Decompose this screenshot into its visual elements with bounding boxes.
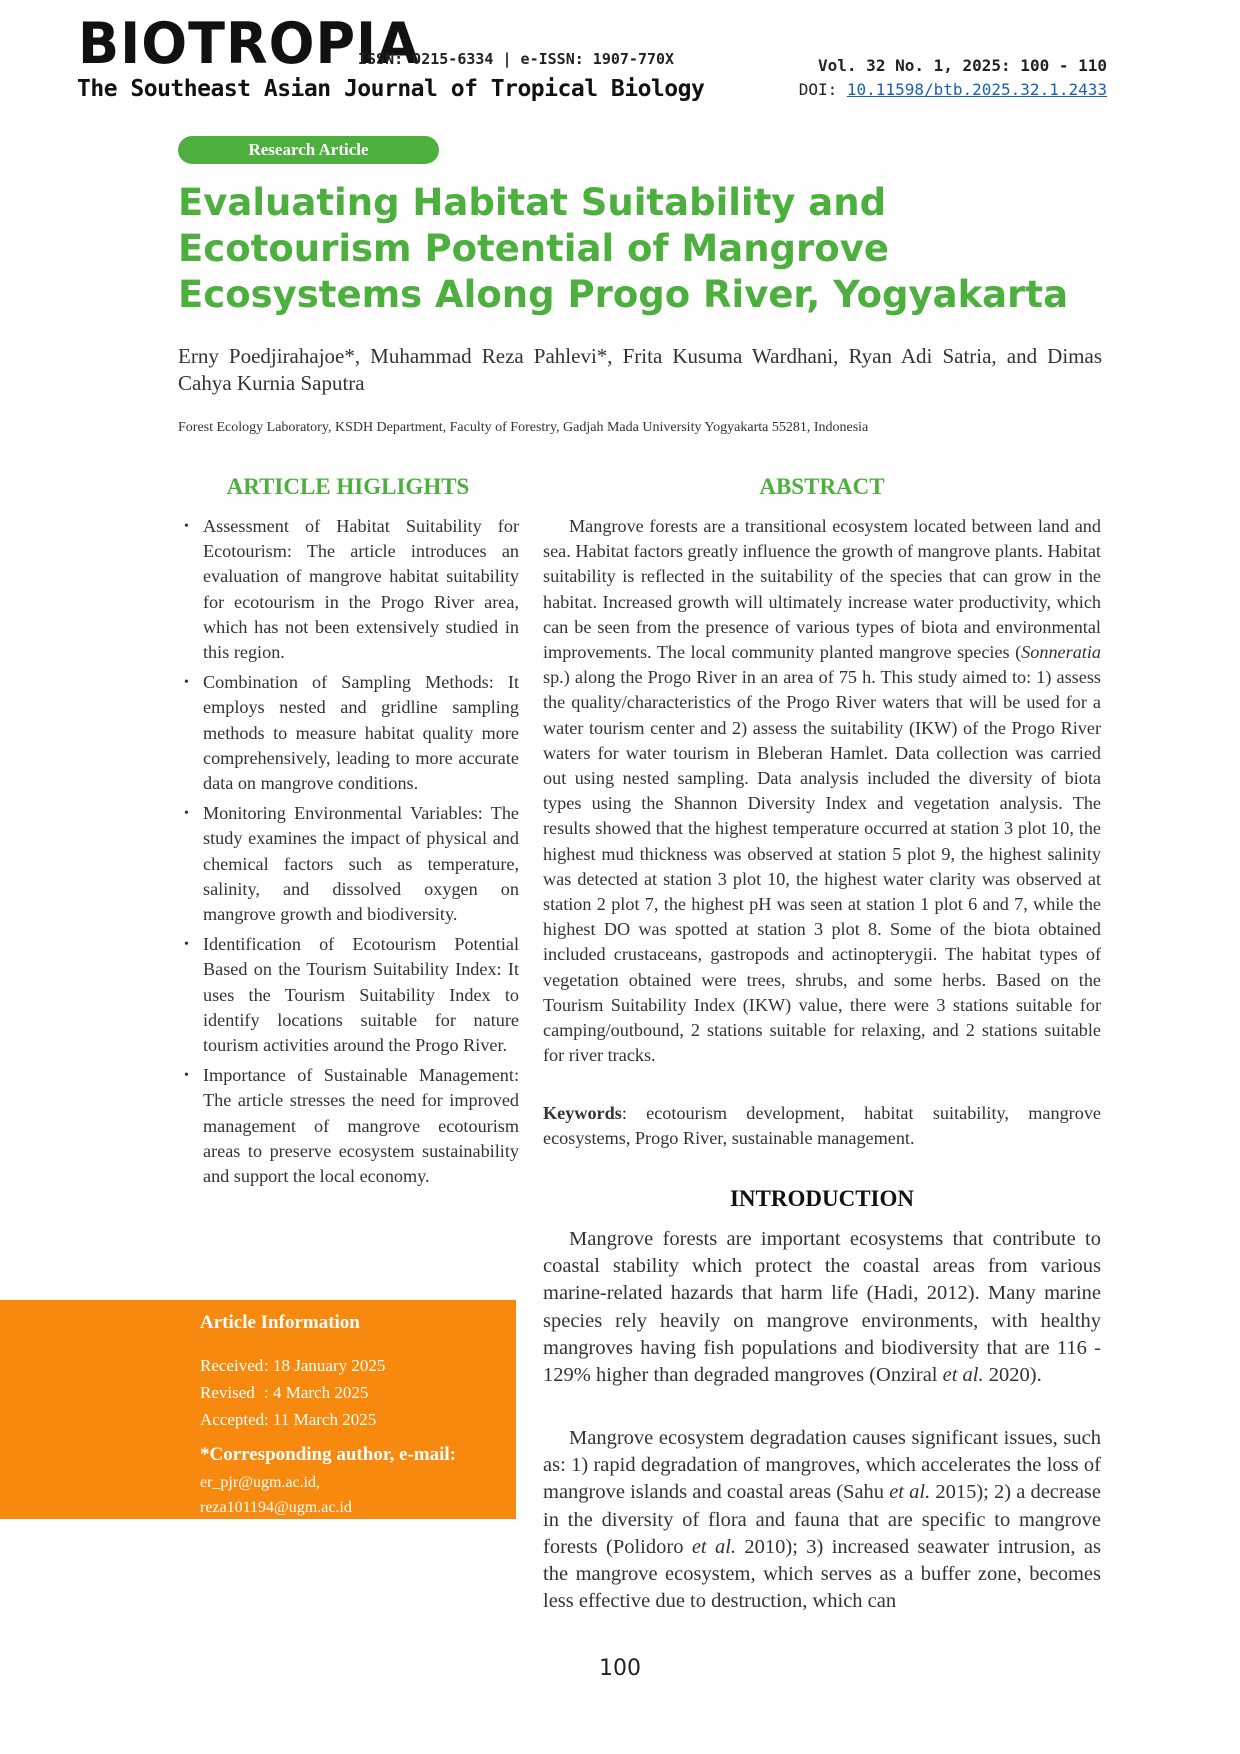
highlight-item: • Combination of Sampling Methods: It employs nested and gridline sampling methods to measure habitat quality more comprehensively, leading to more accurate data on mangrove conditions. — [180, 670, 519, 796]
journal-subtitle: The Southeast Asian Journal of Tropical Biology — [77, 76, 705, 102]
received-date: : 18 January 2025 — [264, 1356, 386, 1375]
text-run-italic: et al. — [691, 1535, 737, 1558]
journal-logo: BIOTROPIA — [78, 10, 420, 77]
text-run: Mangrove forests are important ecosystems that contribute to coastal stability which protect the coastal areas from various marine-related hazards that harm life (Hadi, 2012). Many marine species rely heavily on mangrove environments, with healthy mangroves having fish populations and biodiversity that are 116 - 129% higher than degraded mangroves (Onziral — [543, 1228, 1101, 1387]
accepted-date: : 11 March 2025 — [264, 1410, 377, 1429]
page-number: 100 — [599, 1656, 641, 1681]
accepted-row — [200, 1410, 376, 1430]
highlights-list — [180, 514, 519, 1194]
keywords-list: : ecotourism development, habitat suitability, mangrove ecosystems, Progo River, sustainable management. — [543, 1103, 1101, 1149]
introduction-heading: INTRODUCTION — [729, 1186, 915, 1211]
text-run-italic: et al. — [942, 1364, 984, 1387]
revised-label: Revised — [200, 1383, 255, 1402]
doi-line — [799, 80, 1107, 99]
keywords — [543, 1101, 1101, 1151]
highlight-item: • Assessment of Habitat Suitability for Ecotourism: The article introduces an evaluation of mangrove habitat suitability for ecotourism in the Progo River area, which has not been extensively studied in this region. — [180, 514, 519, 665]
text-run: 2010); 3) increased seawater intrusion, as the mangrove ecosystem, which serves as a buffer zone, becomes less effective due to destruction, which can — [543, 1535, 1101, 1613]
article-type-badge: Research Article — [178, 136, 439, 164]
doi-label: DOI: — [798, 80, 847, 99]
revised-date: : 4 March 2025 — [264, 1383, 369, 1402]
highlights-heading: ARTICLE HIGLIGHTS — [226, 474, 470, 499]
text-run: 2020). — [983, 1364, 1042, 1387]
species-name: Sonneratia — [1021, 642, 1101, 663]
abstract-part: Mangrove forests are a transitional ecosystem located between land and sea. Habitat factors greatly influence the growth of mangrove plants. Habitat suitability is reflected in the suitability of the species that can grow in the habitat. Increased growth will ultimately increase water productivity, which can be seen from the presence of various types of biota and environmental improvements. The local community planted mangrove species ( — [543, 516, 1101, 663]
article-info-title: Article Information — [200, 1312, 360, 1333]
text-run: Mangrove ecosystem degradation causes significant issues, such as: 1) rapid degradation of mangroves, which accelerates the loss of mangrove islands and coastal areas (Sahu — [543, 1427, 1101, 1504]
revised-row — [200, 1383, 368, 1403]
text-run: 2015); 2) a decrease in the diversity of flora and fauna that are specific to mangrove forests (Polidoro — [543, 1481, 1102, 1558]
author-list: Erny Poedjirahajoe*, Muhammad Reza Pahlevi*, Frita Kusuma Wardhani, Ryan Adi Satria, and Dimas Cahya Kurnia Saputra — [178, 344, 1102, 395]
abstract-text — [543, 514, 1101, 1068]
volume-info: Vol. 32 No. 1, 2025: 100 - 110 — [818, 56, 1107, 75]
abstract-part: sp.) along the Progo River in an area of 75 h. This study aimed to: 1) assess the quality/characteristics of the Progo River waters that will be used for a water tourism center and 2) assess the suitability (IKW) of the Progo River waters for water tourism in Bleberan Hamlet. Data collection was carried out using nested sampling. Data analysis included the diversity of biota types using the Shannon Diversity Index and vegetation analysis. The results showed that the highest temperature occurred at station 3 plot 10, the highest mud thickness was observed at station 5 plot 9, the highest salinity was detected at station 3 plot 10, the highest water clarity was observed at station 2 plot 7, the highest pH was seen at station 1 plot 6 and 7, while the highest DO was spotted at station 3 plot 8. Some of the biota obtained included crustaceans, gastropods and actinopterygii. The habitat types of vegetation obtained were trees, shrubs, and some herbs. Based on the Tourism Suitability Index (IKW) value, there were 3 stations suitable for camping/outbound, 2 stations suitable for relaxing, and 2 stations suitable for river tracks. — [543, 667, 1101, 1066]
keywords-label: Keywords — [543, 1103, 622, 1123]
highlight-item: • Monitoring Environmental Variables: The study examines the impact of physical and chemical factors such as temperature, salinity, and dissolved oxygen on mangrove growth and biodiversity. — [180, 801, 519, 927]
intro-paragraph-1 — [543, 1226, 1101, 1389]
text-run-italic: et al. — [889, 1481, 931, 1504]
email-1[interactable]: er_pjr@ugm.ac.id, — [200, 1474, 321, 1491]
highlight-item: • Importance of Sustainable Management: The article stresses the need for improved management of mangrove ecotourism areas to preserve ecosystem sustainability and support the local economy. — [180, 1063, 519, 1189]
corresponding-author-label: *Corresponding author, e-mail: — [200, 1444, 456, 1465]
article-title: Evaluating Habitat Suitability and Ecotourism Potential of Mangrove Ecosystems Along Progo River, Yogyakarta — [178, 181, 1069, 316]
abstract-heading: ABSTRACT — [759, 474, 885, 499]
received-label: Received — [200, 1356, 264, 1375]
doi-link[interactable]: 10.11598/btb.2025.32.1.2433 — [846, 80, 1107, 99]
issn-line: ISSN: 0215-6334 | e-ISSN: 1907-770X — [358, 50, 675, 68]
highlight-item: • Identification of Ecotourism Potential Based on the Tourism Suitability Index: It uses the Tourism Suitability Index to identify locations suitable for nature tourism activities around the Progo River. — [180, 932, 519, 1058]
accepted-label: Accepted — [200, 1410, 265, 1429]
email-2[interactable]: reza101194@ugm.ac.id — [200, 1499, 352, 1516]
intro-paragraph-2 — [543, 1425, 1101, 1615]
article-info-box — [0, 1300, 516, 1519]
received-row — [200, 1356, 385, 1376]
affiliation: Forest Ecology Laboratory, KSDH Department, Faculty of Forestry, Gadjah Mada University Yogyakarta 55281, Indonesia — [178, 420, 869, 435]
